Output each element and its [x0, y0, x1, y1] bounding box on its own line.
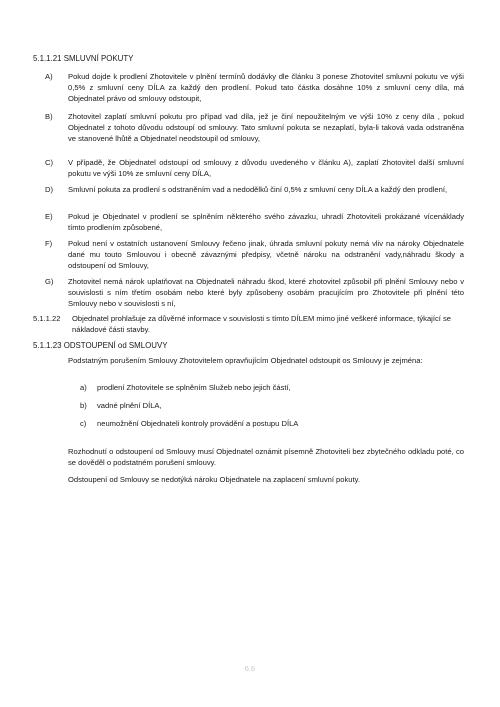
item-text: Zhotovitel zaplatí smluvní pokutu pro případ vad díla, jež je činí nepoužitelným ve výši 10% z ceny díla , pokud Objednatel z tohoto důvodu odstoupí od smlouvy. Tato smluvní pokuta se nezaplatí, byla-li taková vada odstraněna ve stanovené lhůtě a Objednatel neodstoupil od smlouvy, [68, 112, 464, 144]
item-label: G) [45, 277, 54, 286]
page-number: 6.6 [244, 664, 256, 673]
penalty-item-e [45, 211, 464, 233]
section-heading-withdrawal: 5.1.1.23 ODSTOUPENÍ od SMLOUVY [33, 341, 168, 350]
confidentiality-clause [33, 313, 464, 335]
item-label: F) [45, 239, 53, 248]
penalty-item-g [45, 276, 464, 310]
withdrawal-item-c [80, 418, 460, 429]
item-label: b) [80, 401, 87, 410]
clause-number: 5.1.1.22 [33, 314, 61, 323]
item-text: prodlení Zhotovitele se splněním Služeb nebo jejich částí, [97, 383, 291, 392]
withdrawal-notice-paragraph: Rozhodnutí o odstoupení od Smlouvy musí Objednatel oznámit písemně Zhotoviteli bez zbytečného odkladu poté, co se dověděl o podstatném porušení smlouvy. [68, 447, 464, 467]
item-label: a) [80, 383, 87, 392]
penalty-item-b [45, 111, 464, 145]
item-text: V případě, že Objednatel odstoupí od smlouvy z důvodu uvedeného v článku A), zaplatí Zhotovitel další smluvní pokutu ve výši 10% ze smluvní ceny DÍLA, [68, 158, 464, 179]
penalty-item-d [45, 184, 464, 195]
item-label: c) [80, 419, 87, 428]
withdrawal-item-a [80, 382, 460, 393]
penalty-item-a [45, 71, 464, 105]
item-text: neumožnění Objednateli kontroly provádění a postupu DÍLA [97, 419, 299, 428]
penalty-item-f [45, 238, 464, 272]
item-label: A) [45, 72, 53, 81]
item-label: D) [45, 185, 54, 194]
item-label: C) [45, 158, 54, 167]
item-label: B) [45, 112, 53, 121]
penalty-item-c [45, 157, 464, 179]
item-text: Zhotovitel nemá nárok uplatňovat na Objednateli náhradu škod, které zhotovitel způsobil při plnění Smlouvy nebo v souvislosti s ním třetím osobám nebo které byly způsobeny osobám pracujícím pro Zhotovitele při plnění této Smlouvy nebo v souvislosti s ní, [68, 277, 464, 309]
item-text: Pokud není v ostatních ustanovení Smlouvy řečeno jinak, úhrada smluvní pokuty nemá vliv na nároky Objednatele dané mu touto Smlouvou i obecně závaznými předpisy, včetně nároku na odstranění vady,náhradu škody a odstoupení od Smlouvy, [68, 239, 464, 271]
withdrawal-item-b [80, 400, 460, 411]
item-text: Smluvní pokuta za prodlení s odstraněním vad a nedodělků činí 0,5% z smluvní ceny DÍLA a každý den prodlení, [68, 185, 448, 194]
item-text: Pokud je Objednatel v prodlení se splněním některého svého závazku, uhradí Zhotoviteli prokázané vícenáklady tímto prodlením způsobené, [68, 212, 464, 233]
item-text: vadné plnění DÍLA, [97, 401, 162, 410]
clause-text: Objednatel prohlašuje za důvěrné informace v souvislosti s tímto DÍLEM mimo jiné veškeré informace, týkající se nákladové části stavby. [72, 314, 452, 334]
withdrawal-intro: Podstatným porušením Smlouvy Zhotovitelem opravňujícím Objednatel odstoupit os Smlouvy je zejména: [68, 356, 423, 365]
item-text: Pokud dojde k prodlení Zhotovitele v plnění termínů dodávky dle článku 3 ponese Zhotovitel smluvní pokutu ve výši 0,5% z smluvní ceny DÍLA za každý den prodlení. Pokud tato částka dosáhne 10% z smluvní ceny díla, má Objednatel právo od smlouvy odstoupit, [68, 72, 464, 104]
section-heading-penalties: 5.1.1.21 SMLUVNÍ POKUTY [33, 54, 134, 63]
item-label: E) [45, 212, 53, 221]
withdrawal-penalty-paragraph: Odstoupení od Smlouvy se nedotýká nároku Objednatele na zaplacení smluvní pokuty. [68, 475, 360, 484]
